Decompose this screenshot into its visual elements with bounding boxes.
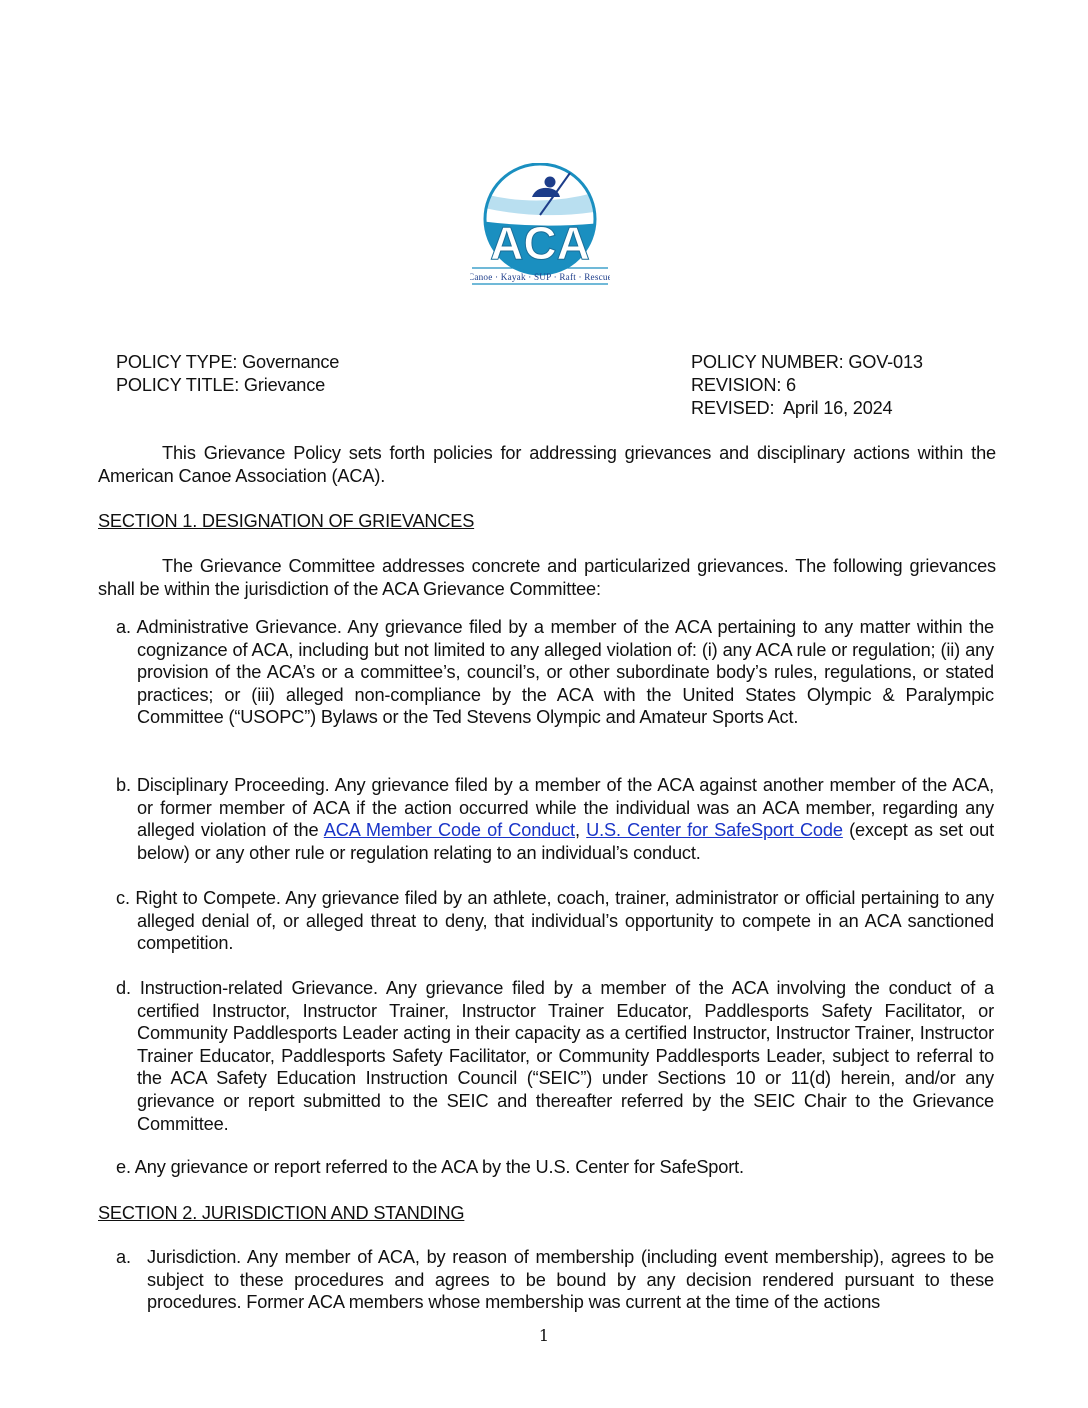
safesport-code-link[interactable]: U.S. Center for SafeSport Code bbox=[586, 820, 843, 841]
item-label: a. bbox=[116, 617, 131, 637]
item-label: a. bbox=[116, 1247, 131, 1267]
item-text: Right to Compete. Any grievance filed by an athlete, coach, trainer, administrator or official pertaining to any alleged denial of, or alleged threat to deny, that individual’s opportunity to compete in an ACA sanctioned competition. bbox=[135, 888, 995, 954]
item-text: Administrative Grievance. Any grievance filed by a member of the ACA pertaining to any matter within the cognizance of ACA, including but not limited to any alleged violation of: (i) any ACA rule or regulation; (ii) any provision of the ACA’s or a committee’s, council’s, or other subordinate body’s rules, regulations, or stated practices; or (iii) alleged non-compliance by the ACA with the United States Olympic & Paralympic Committee (“USOPC”) Bylaws or the Ted Stevens Olympic and Amateur Sports Act. bbox=[136, 617, 995, 728]
item-label: e. bbox=[116, 1157, 131, 1177]
aca-logo-icon bbox=[470, 163, 610, 287]
aca-logo bbox=[470, 163, 610, 287]
policy-number: POLICY NUMBER: GOV-013 bbox=[691, 352, 923, 372]
section-1-item-b bbox=[116, 774, 994, 864]
item-label: c. bbox=[116, 888, 130, 908]
item-text-before: Disciplinary Proceeding. Any grievance filed by a member of the ACA against another member of the ACA, or former member of ACA if the action occurred while the individual was an ACA member, regarding any alleged violation of the bbox=[136, 775, 995, 841]
aca-code-of-conduct-link[interactable]: ACA Member Code of Conduct bbox=[323, 820, 575, 841]
item-text-after: (except as set out below) or any other rule or regulation relating to an individual’s conduct. bbox=[137, 820, 995, 863]
section-1-item-a bbox=[116, 616, 994, 729]
item-text: Instruction-related Grievance. Any grievance filed by a member of the ACA involving the conduct of a certified Instructor, Instructor Trainer, Instructor Trainer Educator, Paddlesports Safety Facilitator, or Community Paddlesports Leader acting in their capacity as a certified Instructor, Instructor Trainer, Instructor Trainer Educator, Paddlesports Safety Facilitator, or Community Paddlesports Leader, subject to referral to the ACA Safety Education Instruction Council (“SEIC”) under Sections 10 or 11(d) herein, and/or any grievance or report submitted to the SEIC and thereafter referred by the SEIC Chair to the Grievance Committee. bbox=[137, 978, 994, 1134]
item-label: d. bbox=[116, 978, 131, 998]
item-text: Jurisdiction. Any member of ACA, by reason of membership (including event membership), agrees to be subject to these procedures and agrees to be bound by any decision rendered pursuant to these procedures. Former ACA members whose membership was current at the time of the actions bbox=[147, 1247, 994, 1313]
policy-meta-left bbox=[116, 351, 339, 397]
policy-type: POLICY TYPE: Governance bbox=[116, 352, 340, 372]
svg-text:ACA: ACA bbox=[490, 217, 590, 269]
section-1-item-d bbox=[116, 977, 994, 1135]
policy-revised-date: REVISED: April 16, 2024 bbox=[691, 398, 893, 418]
section-1-intro: The Grievance Committee addresses concrete and particularized grievances. The following grievances shall be within the jurisdiction of the ACA Grievance Committee: bbox=[98, 556, 996, 599]
section-2-heading: SECTION 2. JURISDICTION AND STANDING bbox=[98, 1203, 465, 1223]
policy-meta-right bbox=[691, 351, 923, 420]
intro-paragraph: This Grievance Policy sets forth policies for addressing grievances and disciplinary actions within the American Canoe Association (ACA). bbox=[98, 443, 996, 486]
item-text-between: , bbox=[574, 820, 587, 841]
svg-text:Canoe · Kayak · SUP · Raft · R: Canoe · Kayak · SUP · Raft · Rescue bbox=[470, 272, 610, 282]
section-1-heading: SECTION 1. DESIGNATION OF GRIEVANCES bbox=[98, 511, 475, 531]
section-2-item-a bbox=[116, 1246, 994, 1314]
page-number: 1 bbox=[538, 1326, 550, 1345]
item-text: Any grievance or report referred to the ACA by the U.S. Center for SafeSport. bbox=[134, 1157, 744, 1177]
policy-revision: REVISION: 6 bbox=[691, 375, 796, 395]
item-label: b. bbox=[116, 775, 131, 795]
section-1-item-c bbox=[116, 887, 994, 955]
section-1-item-e bbox=[116, 1156, 994, 1179]
policy-title: POLICY TITLE: Grievance bbox=[116, 375, 326, 395]
